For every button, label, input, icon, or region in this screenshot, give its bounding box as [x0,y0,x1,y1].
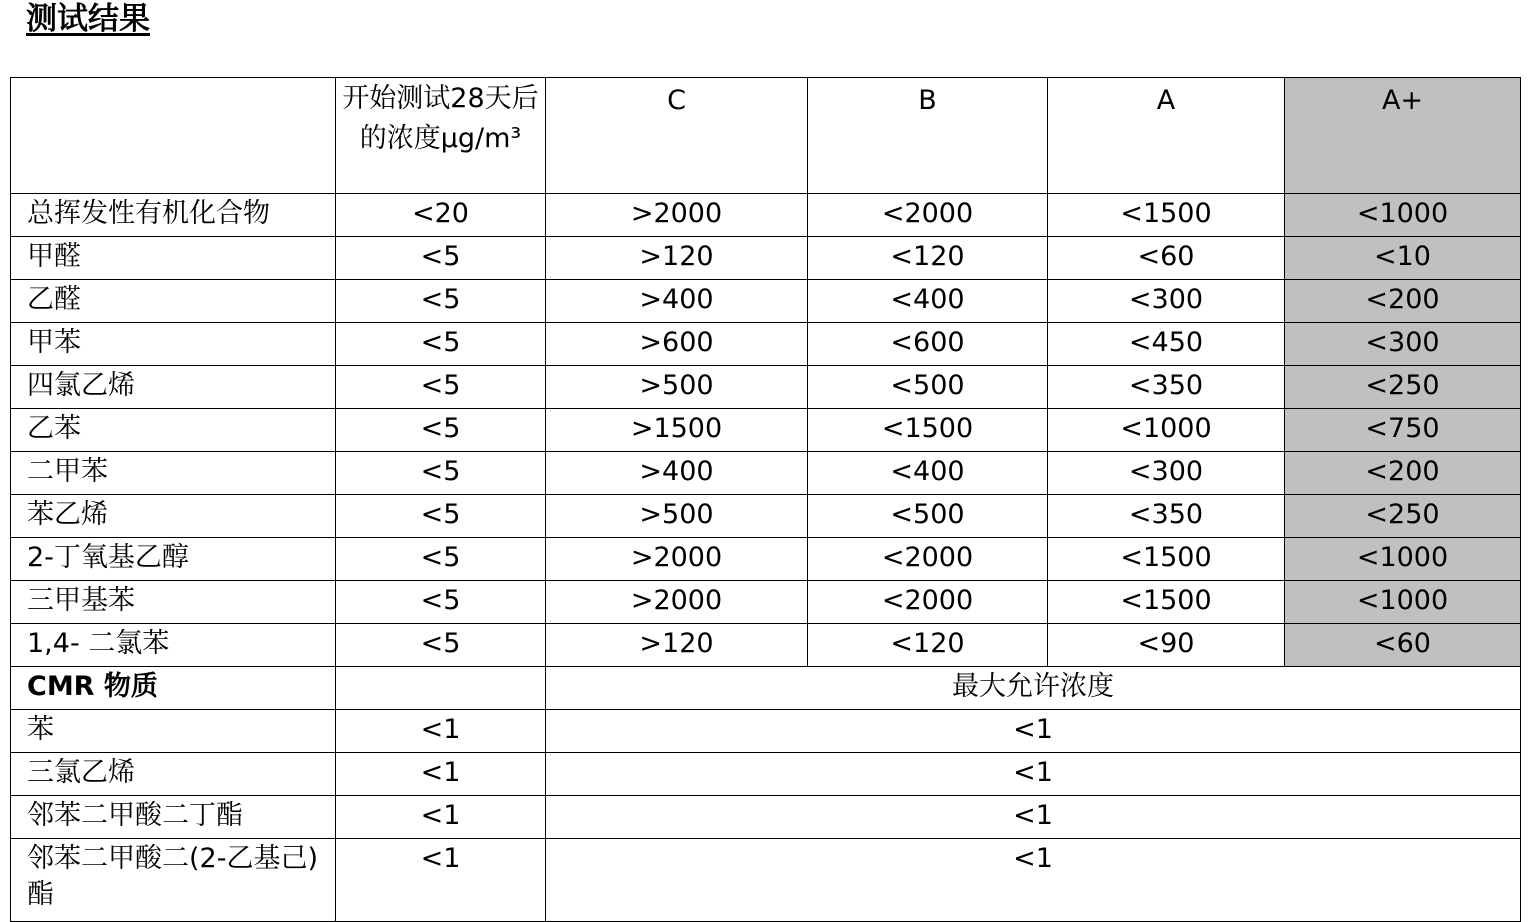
table-row [11,581,1521,624]
cmr-section-label: CMR 物质 [11,667,336,710]
grade-a-plus-value: <250 [1285,366,1521,409]
substance-name: 1,4- 二氯苯 [11,624,336,667]
grade-c-value: >120 [546,237,808,280]
grade-a-value: <90 [1048,624,1285,667]
grade-b-value: <500 [808,495,1048,538]
grade-a-plus-value: <200 [1285,280,1521,323]
cmr-header-row [11,667,1521,710]
grade-c-value: >500 [546,495,808,538]
concentration-value: <1 [336,753,546,796]
cmr-header-blank-cell [336,667,546,710]
grade-c-value: >2000 [546,581,808,624]
header-row [11,78,1521,194]
substance-name: 总挥发性有机化合物 [11,194,336,237]
header-grade-b: B [808,78,1048,194]
grade-b-value: <1500 [808,409,1048,452]
table-row [11,495,1521,538]
grade-c-value: >400 [546,452,808,495]
grade-a-value: <450 [1048,323,1285,366]
table-row [11,538,1521,581]
header-grade-c: C [546,78,808,194]
concentration-value: <5 [336,538,546,581]
grade-b-value: <120 [808,624,1048,667]
grade-c-value: >600 [546,323,808,366]
grade-a-value: <60 [1048,237,1285,280]
grade-b-value: <2000 [808,538,1048,581]
grade-a-plus-value: <300 [1285,323,1521,366]
header-grade-a: A [1048,78,1285,194]
table-row [11,452,1521,495]
grade-a-plus-value: <1000 [1285,581,1521,624]
grade-c-value: >500 [546,366,808,409]
substance-name: 邻苯二甲酸二(2-乙基己)酯 [11,839,336,922]
grade-a-plus-value: <1000 [1285,194,1521,237]
grade-a-plus-value: <200 [1285,452,1521,495]
grade-a-plus-value: <250 [1285,495,1521,538]
concentration-value: <5 [336,280,546,323]
substance-name: 乙醛 [11,280,336,323]
grade-a-value: <350 [1048,495,1285,538]
grade-c-value: >120 [546,624,808,667]
grade-a-value: <1500 [1048,581,1285,624]
grade-b-value: <500 [808,366,1048,409]
grade-a-value: <1500 [1048,194,1285,237]
substance-name: 2-丁氧基乙醇 [11,538,336,581]
grade-a-plus-value: <10 [1285,237,1521,280]
max-allowed-value: <1 [546,839,1521,922]
concentration-value: <1 [336,710,546,753]
max-allowed-value: <1 [546,710,1521,753]
grade-c-value: >2000 [546,538,808,581]
grade-c-value: >400 [546,280,808,323]
substance-name: 甲醛 [11,237,336,280]
table-row [11,237,1521,280]
grade-b-value: <120 [808,237,1048,280]
concentration-value: <1 [336,839,546,922]
concentration-value: <20 [336,194,546,237]
concentration-value: <1 [336,796,546,839]
max-allowed-value: <1 [546,753,1521,796]
concentration-value: <5 [336,409,546,452]
substance-name: 四氯乙烯 [11,366,336,409]
max-allowed-value: <1 [546,796,1521,839]
max-allowed-label: 最大允许浓度 [546,667,1521,710]
table-row [11,366,1521,409]
grade-a-value: <1000 [1048,409,1285,452]
grade-b-value: <400 [808,452,1048,495]
grade-c-value: >1500 [546,409,808,452]
table-row [11,409,1521,452]
header-blank-cell [11,78,336,194]
grade-a-value: <300 [1048,280,1285,323]
grade-a-plus-value: <60 [1285,624,1521,667]
table-row [11,753,1521,796]
page-title: 测试结果 [26,1,150,37]
table-row [11,194,1521,237]
substance-name: 二甲苯 [11,452,336,495]
concentration-value: <5 [336,495,546,538]
substance-name: 三甲基苯 [11,581,336,624]
grade-c-value: >2000 [546,194,808,237]
table-row [11,839,1521,922]
substance-name: 甲苯 [11,323,336,366]
grade-b-value: <600 [808,323,1048,366]
header-grade-a-plus: A+ [1285,78,1521,194]
grade-a-value: <300 [1048,452,1285,495]
concentration-value: <5 [336,323,546,366]
grade-b-value: <400 [808,280,1048,323]
table-row [11,323,1521,366]
concentration-value: <5 [336,452,546,495]
grade-b-value: <2000 [808,194,1048,237]
concentration-value: <5 [336,237,546,280]
grade-b-value: <2000 [808,581,1048,624]
grade-a-plus-value: <750 [1285,409,1521,452]
substance-name: 乙苯 [11,409,336,452]
substance-name: 苯乙烯 [11,495,336,538]
header-concentration: 开始测试28天后的浓度μg/m³ [336,78,546,194]
substance-name: 苯 [11,710,336,753]
concentration-value: <5 [336,366,546,409]
table-row [11,710,1521,753]
test-results-table [10,77,1521,922]
table-row [11,280,1521,323]
concentration-value: <5 [336,624,546,667]
grade-a-value: <1500 [1048,538,1285,581]
substance-name: 三氯乙烯 [11,753,336,796]
concentration-value: <5 [336,581,546,624]
substance-name: 邻苯二甲酸二丁酯 [11,796,336,839]
grade-a-value: <350 [1048,366,1285,409]
table-row [11,796,1521,839]
table-row [11,624,1521,667]
grade-a-plus-value: <1000 [1285,538,1521,581]
